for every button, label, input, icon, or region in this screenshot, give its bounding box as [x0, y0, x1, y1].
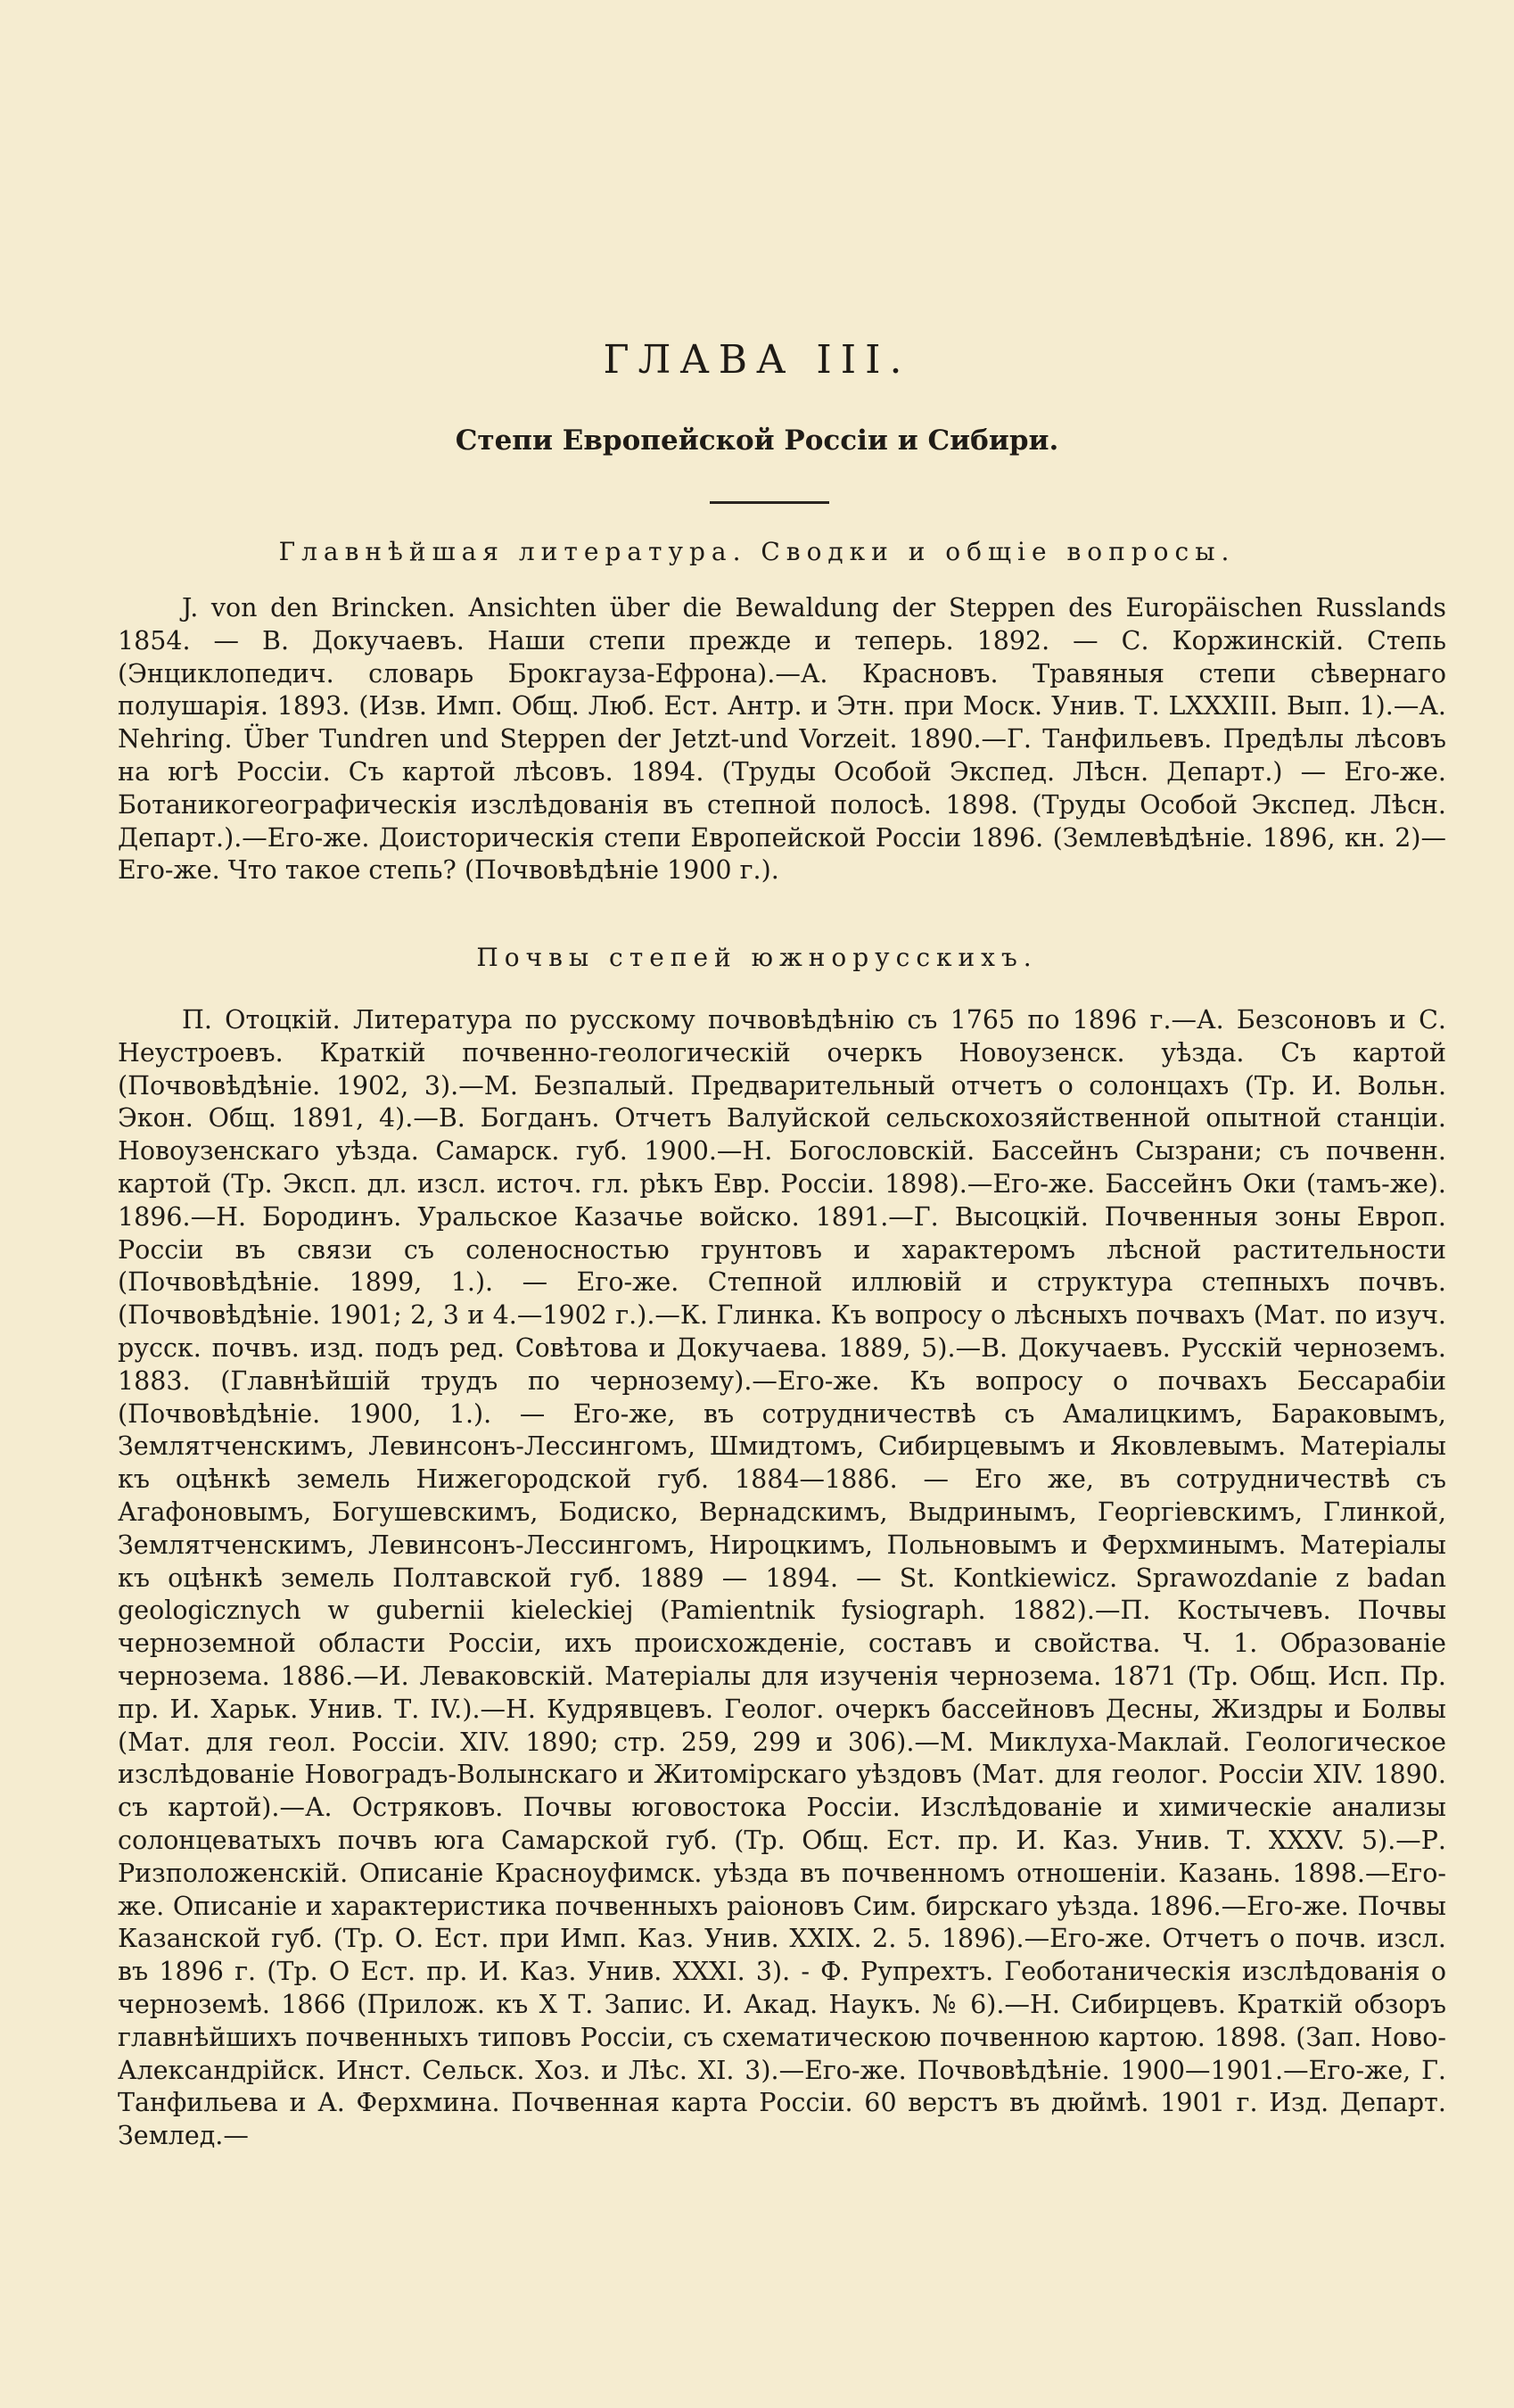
section-heading-soils: Почвы степей южнорусскихъ. [476, 943, 1038, 972]
chapter-title: ГЛАВА III. [603, 337, 911, 383]
section-heading-literature: Главнѣйшая литература. Сводки и общіе вопросы. [278, 537, 1236, 566]
chapter-subtitle: Степи Европейской Россіи и Сибири. [455, 425, 1059, 457]
bibliography-paragraph-general: J. von den Brincken. Ansichten über die Bewaldung der Steppen des Europäischen Russlands 1854. — В. Докучаевъ. Наши степи прежде и теперь. 1892. — С. Коржинскій. Степь (Энциклопедич. словарь Брокгауза-Ефрона).—А. Красновъ. Травяныя степи сѣвернаго полушарія. 1893. (Изв. Имп. Общ. Люб. Ест. Антр. и Этн. при Моск. Унив. Т. LXXXIII. Вып. 1).—А. Nehring. Über Tundren und Steppen der Jetzt-und Vorzeit. 1890.—Г. Танфильевъ. Предѣлы лѣсовъ на югѣ Россіи. Съ картой лѣсовъ. 1894. (Труды Особой Экспед. Лѣсн. Департ.) — Его-же. Ботаникогеографическія изслѣдованія въ степной полосѣ. 1898. (Труды Особой Экспед. Лѣсн. Департ.).—Его-же. Доисторическія степи Европейской Россіи 1896. (Землевѣдѣніе. 1896, кн. 2)—Его-же. Что такое степь? (Почвовѣдѣніе 1900 г.). [118, 593, 1446, 886]
bibliography-paragraph-soils: П. Отоцкій. Литература по русскому почвовѣдѣнію съ 1765 по 1896 г.—А. Безсоновъ и С. Неустроевъ. Краткій почвенно-геологическій очеркъ Новоузенск. уѣзда. Съ картой (Почвовѣдѣніе. 1902, 3).—М. Безпалый. Предварительный отчетъ о солонцахъ (Тр. И. Вольн. Экон. Общ. 1891, 4).—В. Богданъ. Отчетъ Валуйской сельскохозяйственной опытной станціи. Новоузенскаго уѣзда. Самарск. губ. 1900.—Н. Богословскій. Бассейнъ Сызрани; съ почвенн. картой (Тр. Эксп. дл. изсл. источ. гл. рѣкъ Евр. Россіи. 1898).—Его-же. Бассейнъ Оки (тамъ-же). 1896.—Н. Бородинъ. Уральское Казачье войско. 1891.—Г. Высоцкій. Почвенныя зоны Европ. Россіи въ связи съ соленосностью грунтовъ и характеромъ лѣсной растительности (Почвовѣдѣніе. 1899, 1.). — Его-же. Степной иллювій и структура степныхъ почвъ. (Почвовѣдѣніе. 1901; 2, 3 и 4.—1902 г.).—К. Глинка. Къ вопросу о лѣсныхъ почвахъ (Мат. по изуч. русск. почвъ. изд. подъ ред. Совѣтова и Докучаева. 1889, 5).—В. Докучаевъ. Русскій черноземъ. 1883. (Главнѣйшій трудъ по чернозему).—Его-же. Къ вопросу о почвахъ Бессарабіи (Почвовѣдѣніе. 1900, 1.). — Его-же, въ сотрудничествѣ съ Амалицкимъ, Бараковымъ, Землятченскимъ, Левинсонъ-Лессингомъ, Шмидтомъ, Сибирцевымъ и Яковлевымъ. Матеріалы къ оцѣнкѣ земель Нижегородской губ. 1884—1886. — Его же, въ сотрудничествѣ съ Агафоновымъ, Богушевскимъ, Бодиско, Вернадскимъ, Выдринымъ, Георгіевскимъ, Глинкой, Землятченскимъ, Левинсонъ-Лессингомъ, Нироцкимъ, Польновымъ и Ферхминымъ. Матеріалы къ оцѣнкѣ земель Полтавской губ. 1889 — 1894. — St. Kontkiewicz. Sprawozdanie z badan geologicznych w gubernii kieleckiej (Pamientnik fysiograph. 1882).—П. Костычевъ. Почвы черноземной области Россіи, ихъ происхожденіе, составъ и свойства. Ч. 1. Образованіе чернозема. 1886.—И. Леваковскій. Матеріалы для изученія чернозема. 1871 (Тр. Общ. Исп. Пр. пр. И. Харьк. Унив. Т. IV.).—Н. Кудрявцевъ. Геолог. очеркъ бассейновъ Десны, Жиздры и Болвы (Мат. для геол. Россіи. XIV. 1890; стр. 259, 299 и 306).—М. Миклуха-Маклай. Геологическое изслѣдованіе Новоградъ-Волынскаго и Житомірскаго уѣздовъ (Мат. для геолог. Россіи XIV. 1890. съ картой).—А. Остряковъ. Почвы юговостока Россіи. Изслѣдованіе и химическіе анализы солонцеватыхъ почвъ юга Самарской губ. (Тр. Общ. Ест. пр. И. Каз. Унив. Т. XXXV. 5).—Р. Ризположенскій. Описаніе Красноуфимск. уѣзда въ почвенномъ отношеніи. Казань. 1898.—Его-же. Описаніе и характеристика почвенныхъ раіоновъ Сим. бирскаго уѣзда. 1896.—Его-же. Почвы Казанской губ. (Тр. О. Ест. при Имп. Каз. Унив. XXIX. 2. 5. 1896).—Его-же. Отчетъ о почв. изсл. въ 1896 г. (Тр. О Ест. пр. И. Каз. Унив. XXXI. 3). - Ф. Рупрехтъ. Геоботаническія изслѣдованія о черноземѣ. 1866 (Прилож. къ X Т. Запис. И. Акад. Наукъ. № 6).—Н. Сибирцевъ. Краткій обзоръ главнѣйшихъ почвенныхъ типовъ Россіи, съ схематическою почвенною картою. 1898. (Зап. Ново-Александрійск. Инст. Сельск. Хоз. и Лѣс. XI. 3).—Его-же. Почвовѣдѣніе. 1900—1901.—Его-же, Г. Танфильева и А. Ферхмина. Почвенная карта Россіи. 60 верстъ въ дюймѣ. 1901 г. Изд. Департ. Землед.— [118, 1005, 1446, 2151]
divider-rule [710, 501, 829, 504]
